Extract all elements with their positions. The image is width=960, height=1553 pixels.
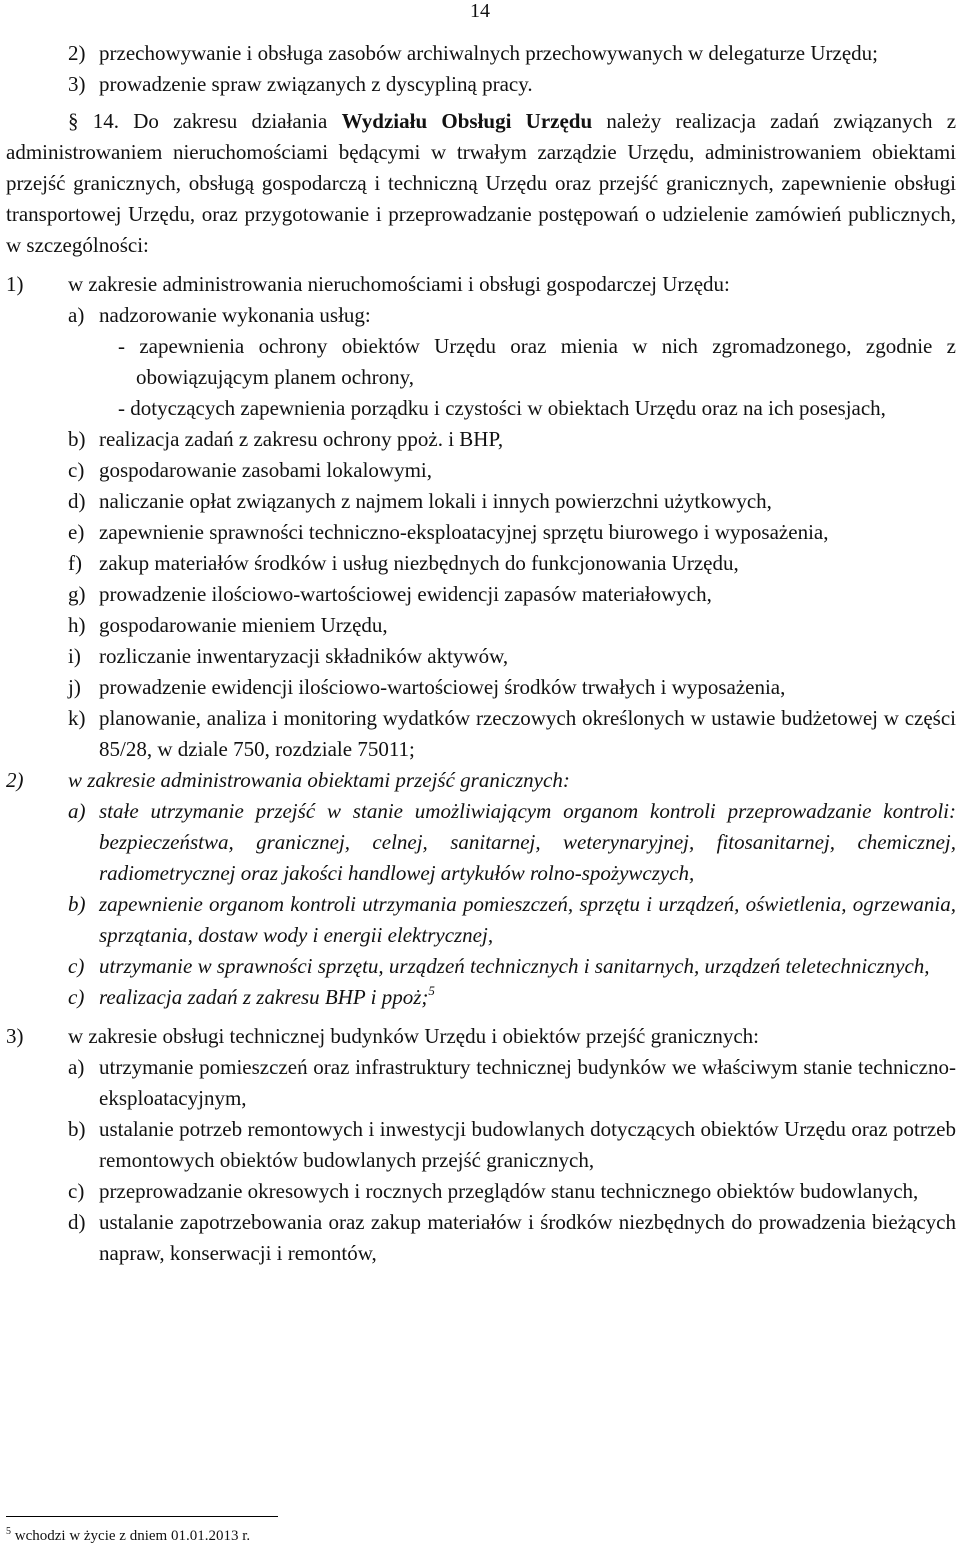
list-item bbox=[6, 424, 956, 455]
item-marker: a) bbox=[68, 799, 86, 823]
item-text: rozliczanie inwentaryzacji składników aktywów, bbox=[99, 644, 509, 668]
item-text: stałe utrzymanie przejść w stanie umożliwiającym organom kontroli przeprowadzanie kontroli: bezpieczeństwa, granicznej, celnej, sanitarnej, weterynaryjnej, fitosanitarnej, chemicznej, radiometrycznej oraz jakości handlowej artykułów rolno-spożywczych, bbox=[99, 799, 956, 885]
list-item bbox=[6, 300, 956, 331]
item-marker: e) bbox=[68, 520, 85, 544]
item-marker: i) bbox=[68, 644, 81, 668]
item-marker: c) bbox=[68, 458, 85, 482]
item-text: planowanie, analiza i monitoring wydatków rzeczowych określonych w ustawie budżetowej w części 85/28, w dziale 750, rozdziale 75011; bbox=[99, 706, 956, 761]
section-lead: Do zakresu działania bbox=[133, 109, 328, 133]
footnote-divider bbox=[6, 1516, 278, 1517]
item-text: prowadzenie ilościowo-wartościowej ewidencji zapasów materiałowych, bbox=[99, 582, 712, 606]
item-marker: g) bbox=[68, 582, 86, 606]
document-body bbox=[6, 38, 956, 1269]
item-marker: k) bbox=[68, 706, 86, 730]
item-text: ustalanie zapotrzebowania oraz zakup materiałów i środków niezbędnych do prowadzenia bieżących napraw, konserwacji i remontów, bbox=[99, 1210, 956, 1265]
item-marker: 2) bbox=[6, 768, 24, 792]
item-text bbox=[99, 982, 956, 1013]
item-marker: 2) bbox=[68, 41, 86, 65]
section-unit-name: Wydziału Obsługi Urzędu bbox=[341, 109, 593, 133]
item-text: naliczanie opłat związanych z najmem lokali i innych powierzchni użytkowych, bbox=[99, 489, 772, 513]
item-marker: a) bbox=[68, 1055, 85, 1079]
item-text: zakup materiałów środków i usług niezbędnych do funkcjonowania Urzędu, bbox=[99, 551, 739, 575]
list-item bbox=[6, 486, 956, 517]
list-item bbox=[6, 517, 956, 548]
item-text: nadzorowanie wykonania usług: bbox=[99, 303, 371, 327]
item-marker: c) bbox=[68, 985, 85, 1009]
list-item bbox=[6, 1114, 956, 1176]
item-text: utrzymanie w sprawności sprzętu, urządzeń technicznych i sanitarnych, urządzeń teletechnicznych, bbox=[99, 954, 930, 978]
item-text: w zakresie administrowania obiektami przejść granicznych: bbox=[68, 768, 570, 792]
footnote-marker: 5 bbox=[6, 1526, 11, 1537]
list-item bbox=[6, 641, 956, 672]
page-number: 14 bbox=[470, 0, 490, 22]
footnote bbox=[6, 1526, 250, 1545]
item-marker: 3) bbox=[6, 1024, 24, 1048]
item-marker: 1) bbox=[6, 272, 24, 296]
list-item bbox=[6, 1176, 956, 1207]
item-text: przechowywanie i obsługa zasobów archiwalnych przechowywanych w delegaturze Urzędu; bbox=[99, 41, 879, 65]
list-item bbox=[6, 1207, 956, 1269]
list-item bbox=[6, 69, 956, 100]
item-text: ustalanie potrzeb remontowych i inwestycji budowlanych dotyczących obiektów Urzędu oraz potrzeb remontowych obiektów budowlanych przejść granicznych, bbox=[99, 1117, 956, 1172]
footnote-text: wchodzi w życie z dniem 01.01.2013 r. bbox=[14, 1528, 251, 1544]
dash-item bbox=[6, 331, 956, 393]
item-text: w zakresie administrowania nieruchomościami i obsługi gospodarczej Urzędu: bbox=[68, 272, 730, 296]
list-item bbox=[6, 703, 956, 765]
item-text: prowadzenie ewidencji ilościowo-wartościowej środków trwałych i wyposażenia, bbox=[99, 675, 786, 699]
item-marker: c) bbox=[68, 1179, 85, 1203]
item-text-body: realizacja zadań z zakresu BHP i ppoż; bbox=[99, 985, 429, 1009]
list-item bbox=[6, 548, 956, 579]
section-paragraph bbox=[6, 106, 956, 261]
item-text: - dotyczących zapewnienia porządku i czystości w obiektach Urzędu oraz na ich posesjach, bbox=[118, 396, 886, 420]
section-number: § 14. bbox=[68, 109, 119, 133]
point-1 bbox=[6, 269, 956, 300]
item-marker: d) bbox=[68, 1210, 86, 1234]
point-3 bbox=[6, 1021, 956, 1052]
list-item bbox=[6, 982, 956, 1013]
dash-item bbox=[6, 393, 956, 424]
item-text: przeprowadzanie okresowych i rocznych przeglądów stanu technicznego obiektów budowlanych, bbox=[99, 1179, 919, 1203]
item-marker: b) bbox=[68, 1117, 86, 1141]
item-marker: f) bbox=[68, 551, 82, 575]
list-item bbox=[6, 579, 956, 610]
item-marker: d) bbox=[68, 489, 86, 513]
list-item bbox=[6, 1052, 956, 1114]
item-text: gospodarowanie zasobami lokalowymi, bbox=[99, 458, 433, 482]
list-item bbox=[6, 951, 956, 982]
item-text: zapewnienie organom kontroli utrzymania pomieszczeń, sprzętu i urządzeń, oświetlenia, ogrzewania, sprzątania, dostaw wody i energii elektrycznej, bbox=[99, 892, 956, 947]
item-marker: a) bbox=[68, 303, 85, 327]
item-text: utrzymanie pomieszczeń oraz infrastruktury technicznej budynków we właściwym stanie techniczno-eksploatacyjnym, bbox=[99, 1055, 956, 1110]
item-marker: c) bbox=[68, 954, 85, 978]
list-item bbox=[6, 889, 956, 951]
item-text: zapewnienie sprawności techniczno-eksploatacyjnej sprzętu biurowego i wyposażenia, bbox=[99, 520, 829, 544]
item-text: gospodarowanie mieniem Urzędu, bbox=[99, 613, 388, 637]
item-marker: h) bbox=[68, 613, 86, 637]
list-item bbox=[6, 455, 956, 486]
list-item bbox=[6, 672, 956, 703]
item-marker: b) bbox=[68, 427, 86, 451]
list-item bbox=[6, 796, 956, 889]
item-text: w zakresie obsługi technicznej budynków Urzędu i obiektów przejść granicznych: bbox=[68, 1024, 760, 1048]
list-item bbox=[6, 610, 956, 641]
section-body: należy realizacja zadań związanych z administrowaniem nieruchomościami będącymi w trwałym zarządzie Urzędu, administrowaniem obiektami przejść granicznych, obsługą gospodarczą i techniczną Urzędu oraz przejść granicznych, zapewnienie obsługi transportowej Urzędu, oraz przygotowanie i przeprowadzanie postępowań o udzielenie zamówień publicznych, w szczególności: bbox=[6, 109, 957, 257]
item-text: - zapewnienia ochrony obiektów Urzędu oraz mienia w nich zgromadzonego, zgodnie z obowiązującym planem ochrony, bbox=[118, 334, 956, 389]
item-marker: j) bbox=[68, 675, 81, 699]
point-2 bbox=[6, 765, 956, 796]
item-marker: b) bbox=[68, 892, 86, 916]
footnote-ref: 5 bbox=[428, 983, 435, 998]
item-text: prowadzenie spraw związanych z dyscypliną pracy. bbox=[99, 72, 533, 96]
item-text: realizacja zadań z zakresu ochrony ppoż. i BHP, bbox=[99, 427, 504, 451]
list-item bbox=[6, 38, 956, 69]
item-marker: 3) bbox=[68, 72, 86, 96]
